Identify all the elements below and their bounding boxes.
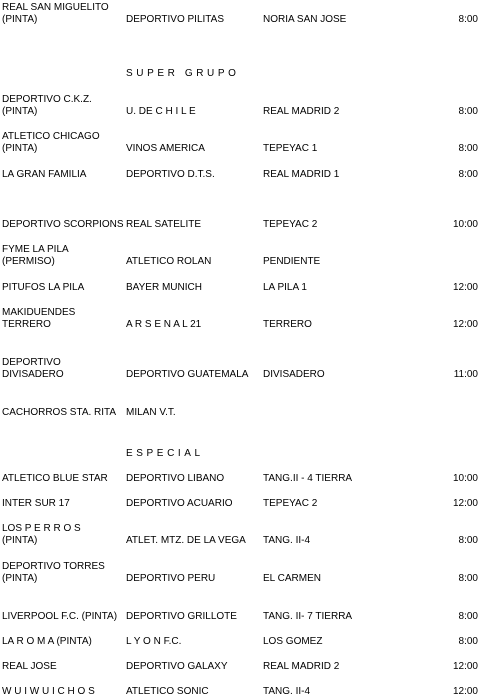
kickoff-time: 8:00 (458, 573, 478, 584)
team-home-note: (PINTA) (2, 143, 38, 154)
team-home (2, 282, 84, 294)
team-home-name: LA GRAN FAMILIA (2, 169, 87, 180)
team-home (2, 2, 109, 26)
venue: LA PILA 1 (263, 282, 307, 293)
team-home (2, 407, 116, 419)
venue: NORIA SAN JOSE (263, 14, 347, 25)
kickoff-time: 8:00 (458, 169, 478, 180)
venue: TANG. II- 7 TIERRA (263, 611, 353, 622)
team-home-name: W U I W U I C H O S (2, 686, 95, 697)
team-away: A R S E N A L 21 (126, 319, 202, 330)
team-away: DEPORTIVO GALAXY (126, 661, 228, 672)
team-home-note: (PINTA) (2, 535, 38, 546)
team-home-name: MAKIDUENDES (2, 307, 76, 318)
team-away: VINOS AMERICA (126, 143, 205, 154)
team-away: DEPORTIVO ACUARIO (126, 498, 233, 509)
team-away: L Y O N F.C. (126, 636, 182, 647)
team-home-name: DEPORTIVO C.K.Z. (2, 94, 92, 105)
team-away: ATLET. MTZ. DE LA VEGA (126, 535, 246, 546)
team-away: BAYER MUNICH (126, 282, 202, 293)
team-home (2, 561, 105, 585)
team-home-name: CACHORROS STA. RITA (2, 407, 117, 418)
venue: TANG.II - 4 TIERRA (263, 473, 353, 484)
kickoff-time: 11:00 (453, 369, 478, 380)
venue: EL CARMEN (263, 573, 321, 584)
venue: TERRERO (263, 319, 312, 330)
kickoff-time: 12:00 (452, 661, 478, 672)
team-home-name: DEPORTIVO TORRES (2, 561, 105, 572)
venue: DIVISADERO (263, 369, 325, 380)
kickoff-time: 12:00 (452, 319, 478, 330)
team-home (2, 523, 81, 547)
kickoff-time: 8:00 (458, 143, 478, 154)
team-home (2, 611, 117, 623)
team-home (2, 169, 86, 181)
team-away: DEPORTIVO PILITAS (126, 14, 224, 25)
team-home (2, 219, 124, 231)
kickoff-time: 10:00 (452, 473, 478, 484)
venue: TANG. II-4 (263, 535, 311, 546)
team-home-name: ATLETICO BLUE STAR (2, 473, 108, 484)
team-home-name: ATLETICO CHICAGO (2, 131, 100, 142)
team-home-note: (PINTA) (2, 573, 38, 584)
team-away: DEPORTIVO LIBANO (126, 473, 225, 484)
kickoff-time: 8:00 (458, 535, 478, 546)
team-home-note: (PERMISO) (2, 256, 55, 267)
team-home-note: TERRERO (2, 319, 51, 330)
team-home (2, 244, 69, 268)
team-home (2, 357, 64, 381)
venue: TEPEYAC 1 (263, 143, 318, 154)
team-home (2, 636, 92, 648)
venue: TEPEYAC 2 (263, 219, 318, 230)
team-home-note: DIVISADERO (2, 369, 64, 380)
team-home-name: DEPORTIVO SCORPIONS (2, 219, 124, 230)
venue: REAL MADRID 2 (263, 106, 340, 117)
team-home-name: REAL SAN MIGUELITO (2, 2, 109, 13)
team-home (2, 473, 108, 485)
team-home-name: DEPORTIVO (2, 357, 61, 368)
team-home (2, 94, 92, 118)
team-away: U. DE C H I L E (126, 106, 196, 117)
kickoff-time: 8:00 (458, 636, 478, 647)
team-home (2, 307, 75, 331)
team-home (2, 498, 70, 510)
team-home-name: LIVERPOOL F.C. (PINTA) (2, 611, 118, 622)
team-home-name: INTER SUR 17 (2, 498, 70, 509)
team-away: DEPORTIVO GRILLOTE (126, 611, 237, 622)
team-home-name: LA R O M A (PINTA) (2, 636, 92, 647)
kickoff-time: 8:00 (458, 14, 478, 25)
venue: LOS GOMEZ (263, 636, 323, 647)
kickoff-time: 8:00 (458, 611, 478, 622)
team-away: REAL SATELITE (126, 219, 202, 230)
venue: TEPEYAC 2 (263, 498, 318, 509)
team-home (2, 686, 95, 698)
team-away: MILAN V.T. (126, 407, 176, 418)
kickoff-time: 12:00 (452, 498, 478, 509)
venue: TANG. II-4 (263, 686, 311, 697)
team-away: DEPORTIVO D.T.S. (126, 169, 215, 180)
team-home-note: (PINTA) (2, 14, 38, 25)
team-home (2, 661, 57, 673)
kickoff-time: 8:00 (458, 106, 478, 117)
team-home-name: REAL JOSE (2, 661, 57, 672)
team-home-note: (PINTA) (2, 106, 38, 117)
team-away: DEPORTIVO PERU (126, 573, 216, 584)
venue: REAL MADRID 1 (263, 169, 340, 180)
venue: REAL MADRID 2 (263, 661, 340, 672)
team-away: DEPORTIVO GUATEMALA (126, 369, 249, 380)
section-header: ESPECIAL (126, 448, 204, 459)
team-home (2, 131, 100, 155)
team-away: ATLETICO ROLAN (126, 256, 212, 267)
kickoff-time: 12:00 (452, 686, 478, 697)
kickoff-time: 12:00 (452, 282, 478, 293)
kickoff-time: 10:00 (452, 219, 478, 230)
team-home-name: PITUFOS LA PILA (2, 282, 85, 293)
team-away: ATLETICO SONIC (126, 686, 209, 697)
team-home-name: FYME LA PILA (2, 244, 69, 255)
venue: PENDIENTE (263, 256, 321, 267)
team-home-name: LOS P E R R O S (2, 523, 81, 534)
section-header: SUPER GRUPO (126, 68, 240, 79)
